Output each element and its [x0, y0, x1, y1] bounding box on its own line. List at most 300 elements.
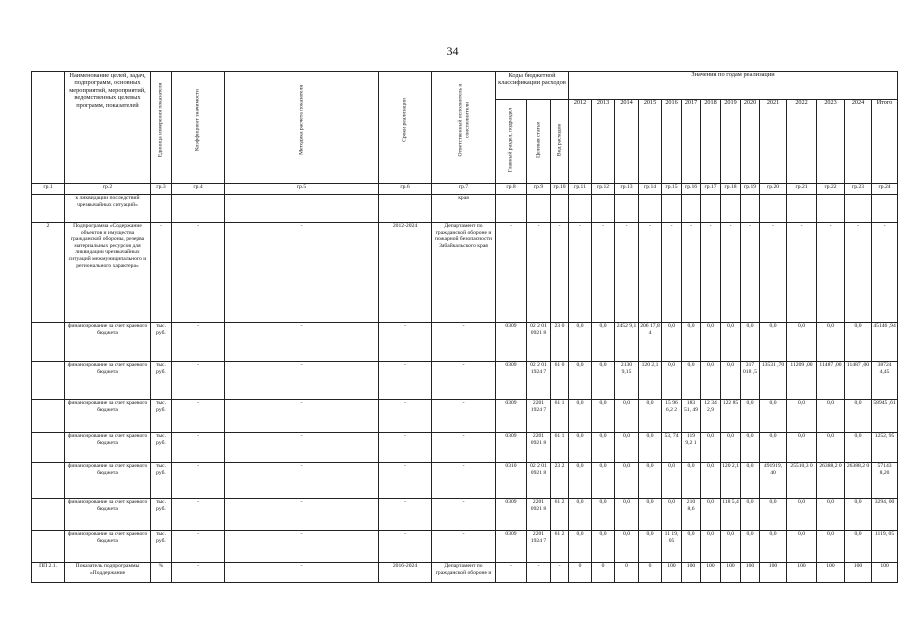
- hdr-year: 2014: [615, 100, 639, 184]
- cell-value: 0,0: [787, 323, 817, 362]
- cell-value: [682, 195, 701, 223]
- cell-value: 11487 ,00: [845, 362, 872, 400]
- table-row: [32, 499, 898, 531]
- cell-c1: [32, 362, 65, 400]
- cell-value: 0,0: [662, 499, 682, 531]
- cell-c10: 23 0: [551, 323, 569, 362]
- cell-value: 0,0: [845, 400, 872, 433]
- cell-value: [592, 195, 615, 223]
- cell-value: 26388,2 0: [845, 463, 872, 499]
- cell-value: 0,0: [592, 433, 615, 463]
- table-row: [32, 433, 898, 463]
- cell-value: 0,0: [721, 433, 741, 463]
- cell-value: 0,0: [817, 531, 845, 563]
- cell-c1: [32, 499, 65, 531]
- table-row: [32, 323, 898, 362]
- cell-c6: -: [379, 531, 432, 563]
- hdr-unit-text: Единица измерения показателя: [157, 82, 164, 158]
- cell-value: 100: [662, 563, 682, 583]
- cell-value: 0,0: [845, 323, 872, 362]
- cell-c7: -: [432, 362, 496, 400]
- cell-value: 0,0: [701, 362, 721, 400]
- cell-value: -: [662, 223, 682, 323]
- cell-c2: финансирование за счет краевого бюджета: [65, 433, 151, 463]
- cell-value: 0,0: [817, 323, 845, 362]
- column-number: гр.19: [741, 184, 760, 195]
- cell-value: 120 2,1: [721, 463, 741, 499]
- cell-value: -: [569, 223, 592, 323]
- cell-value: 100: [701, 563, 721, 583]
- cell-value: 0,0: [817, 499, 845, 531]
- column-numbers-row: [32, 184, 898, 195]
- column-number: гр.16: [682, 184, 701, 195]
- cell-c5: -: [225, 531, 379, 563]
- cell-value: -: [760, 223, 787, 323]
- cell-value: 0,0: [682, 323, 701, 362]
- table-row: [32, 195, 898, 223]
- cell-c10: 61 2: [551, 531, 569, 563]
- cell-c10: 23 2: [551, 463, 569, 499]
- cell-value: [845, 195, 872, 223]
- cell-c5: -: [225, 323, 379, 362]
- table-row: [32, 223, 898, 323]
- cell-value: 15 96 6,2 2: [662, 400, 682, 433]
- cell-c2: Подпрограмма «Содержание объектов и имущества гражданской обороны, резерва материальных ресурсов для ликвидации чрезвычайных ситуаций межмуниципального и регионального характера»: [65, 223, 151, 323]
- column-number: гр.18: [721, 184, 741, 195]
- cell-c4: -: [172, 433, 225, 463]
- cell-c6: -: [379, 433, 432, 463]
- cell-value: 100: [760, 563, 787, 583]
- cell-c6: -: [379, 499, 432, 531]
- cell-value: 0,0: [639, 400, 662, 433]
- cell-value: [817, 195, 845, 223]
- column-number: гр.15: [662, 184, 682, 195]
- cell-value: 25510,3 0: [787, 463, 817, 499]
- cell-value: 0,0: [639, 499, 662, 531]
- budget-table: [31, 71, 898, 583]
- hdr-year: 2023: [817, 100, 845, 184]
- hdr-code-section-text: Главный раздел, подраздел: [507, 107, 514, 173]
- cell-value: 100: [741, 563, 760, 583]
- cell-c8: 0309: [496, 323, 527, 362]
- hdr-resp: [432, 72, 496, 184]
- cell-value: 0,0: [701, 463, 721, 499]
- cell-value: [872, 195, 898, 223]
- cell-value: 0,0: [682, 463, 701, 499]
- cell-c3: [151, 195, 172, 223]
- column-number: гр.13: [615, 184, 639, 195]
- cell-value: 0: [639, 563, 662, 583]
- cell-value: 11 19, 05: [662, 531, 682, 563]
- cell-c8: 0309: [496, 362, 527, 400]
- cell-c9: 02 2 01 0921 8: [527, 323, 551, 362]
- hdr-method-text: Методика расчета показателя: [298, 85, 305, 155]
- cell-value: 0,0: [662, 463, 682, 499]
- cell-value: 0,0: [569, 531, 592, 563]
- cell-c1: [32, 531, 65, 563]
- table-row: [32, 362, 898, 400]
- cell-value: 0,0: [592, 499, 615, 531]
- cell-value: 100: [845, 563, 872, 583]
- cell-c2: финансирование за счет краевого бюджета: [65, 499, 151, 531]
- cell-c8: 0309: [496, 400, 527, 433]
- cell-value: 100: [787, 563, 817, 583]
- cell-value: 38724 4,45: [872, 362, 898, 400]
- hdr-codes-group: Коды бюджетной классификации расходов: [496, 72, 569, 100]
- cell-c5: -: [225, 563, 379, 583]
- cell-value: 0,0: [662, 362, 682, 400]
- cell-value: 0,0: [639, 531, 662, 563]
- cell-c6: -: [379, 463, 432, 499]
- cell-c6: [379, 195, 432, 223]
- cell-c9: [527, 195, 551, 223]
- column-number: гр.24: [872, 184, 898, 195]
- column-number: гр.8: [496, 184, 527, 195]
- cell-c4: -: [172, 323, 225, 362]
- cell-c3: %: [151, 563, 172, 583]
- cell-c3: тыс. руб.: [151, 362, 172, 400]
- cell-c4: -: [172, 531, 225, 563]
- cell-value: 0,0: [741, 433, 760, 463]
- hdr-method: [225, 72, 379, 184]
- cell-value: 1252, 95: [872, 433, 898, 463]
- cell-c8: -: [496, 563, 527, 583]
- cell-c2: финансирование за счет краевого бюджета: [65, 323, 151, 362]
- cell-c7: края: [432, 195, 496, 223]
- cell-value: 0,0: [701, 433, 721, 463]
- column-number: гр.9: [527, 184, 551, 195]
- column-number: гр.14: [639, 184, 662, 195]
- cell-value: 0,0: [741, 323, 760, 362]
- cell-c1: ПП 2.1.: [32, 563, 65, 583]
- cell-value: -: [701, 223, 721, 323]
- cell-value: 0,0: [682, 531, 701, 563]
- cell-value: 2130 9,15: [615, 362, 639, 400]
- cell-value: -: [682, 223, 701, 323]
- cell-value: 0,0: [721, 531, 741, 563]
- cell-value: 0,0: [845, 531, 872, 563]
- cell-value: 0,0: [787, 531, 817, 563]
- hdr-year: Итого: [872, 100, 898, 184]
- cell-value: -: [872, 223, 898, 323]
- cell-value: -: [845, 223, 872, 323]
- hdr-values-group: Значения по годам реализации: [569, 72, 898, 100]
- cell-value: 0,0: [639, 433, 662, 463]
- cell-c8: 0310: [496, 463, 527, 499]
- cell-value: 3294, 00: [872, 499, 898, 531]
- cell-c9: 2201 1924 7: [527, 400, 551, 433]
- cell-c4: [172, 195, 225, 223]
- cell-c7: -: [432, 499, 496, 531]
- cell-c8: 0309: [496, 499, 527, 531]
- cell-value: 0,0: [741, 499, 760, 531]
- cell-c10: 61 2: [551, 499, 569, 531]
- cell-c3: тыс. руб.: [151, 323, 172, 362]
- cell-value: 100: [721, 563, 741, 583]
- cell-c9: -: [527, 563, 551, 583]
- cell-value: 0,0: [592, 362, 615, 400]
- hdr-code-article-text: Целевая статья: [535, 122, 542, 158]
- cell-c6: -: [379, 400, 432, 433]
- hdr-year: 2013: [592, 100, 615, 184]
- hdr-year: 2024: [845, 100, 872, 184]
- cell-value: 0,0: [569, 499, 592, 531]
- cell-c7: -: [432, 531, 496, 563]
- hdr-year: 2018: [701, 100, 721, 184]
- cell-c9: 2201 0921 8: [527, 433, 551, 463]
- cell-value: 0,0: [569, 463, 592, 499]
- cell-value: 11487 ,00: [817, 362, 845, 400]
- column-number: гр.21: [787, 184, 817, 195]
- table-row: [32, 531, 898, 563]
- cell-value: -: [639, 223, 662, 323]
- cell-c8: [496, 195, 527, 223]
- column-number: гр.12: [592, 184, 615, 195]
- cell-value: 0: [569, 563, 592, 583]
- cell-value: [787, 195, 817, 223]
- cell-value: 0,0: [721, 323, 741, 362]
- cell-value: 58945 ,61: [872, 400, 898, 433]
- cell-c2: к ликвидации последствий чрезвычайных ситуаций»: [65, 195, 151, 223]
- cell-value: 0,0: [615, 531, 639, 563]
- cell-c8: 0309: [496, 433, 527, 463]
- cell-c4: -: [172, 223, 225, 323]
- cell-value: 0: [592, 563, 615, 583]
- cell-c1: [32, 400, 65, 433]
- cell-c10: 61 0: [551, 362, 569, 400]
- cell-c3: тыс. руб.: [151, 433, 172, 463]
- hdr-code-type: [551, 100, 569, 184]
- cell-value: 0,0: [741, 400, 760, 433]
- cell-c3: тыс. руб.: [151, 499, 172, 531]
- cell-value: 0,0: [615, 433, 639, 463]
- cell-value: 0,0: [760, 499, 787, 531]
- hdr-year: 2012: [569, 100, 592, 184]
- column-number: гр.17: [701, 184, 721, 195]
- cell-c2: финансирование за счет краевого бюджета: [65, 531, 151, 563]
- cell-value: [662, 195, 682, 223]
- column-number: гр.22: [817, 184, 845, 195]
- cell-c6: -: [379, 323, 432, 362]
- cell-value: 100: [682, 563, 701, 583]
- cell-c10: [551, 195, 569, 223]
- cell-value: 0,0: [615, 463, 639, 499]
- cell-value: 0: [615, 563, 639, 583]
- cell-value: -: [817, 223, 845, 323]
- cell-c10: 61 1: [551, 400, 569, 433]
- hdr-year: 2015: [639, 100, 662, 184]
- cell-c5: [225, 195, 379, 223]
- cell-value: 26388,2 0: [817, 463, 845, 499]
- cell-value: 0,0: [569, 323, 592, 362]
- cell-c9: -: [527, 223, 551, 323]
- cell-c4: -: [172, 499, 225, 531]
- cell-c6: -: [379, 362, 432, 400]
- cell-value: 0,0: [845, 433, 872, 463]
- cell-c3: -: [151, 223, 172, 323]
- hdr-coef: [172, 72, 225, 184]
- cell-value: 317 018 ,5: [741, 362, 760, 400]
- cell-c3: тыс. руб.: [151, 463, 172, 499]
- cell-c6: 2012-2024: [379, 223, 432, 323]
- cell-value: 45146 ,94: [872, 323, 898, 362]
- cell-value: [569, 195, 592, 223]
- column-number: гр.1: [32, 184, 65, 195]
- cell-value: 53, 74: [662, 433, 682, 463]
- column-number: гр.20: [760, 184, 787, 195]
- cell-value: 0,0: [662, 323, 682, 362]
- cell-value: 122 85: [721, 400, 741, 433]
- cell-value: 0,0: [569, 362, 592, 400]
- cell-value: 100: [817, 563, 845, 583]
- cell-value: 0,0: [817, 400, 845, 433]
- cell-c8: -: [496, 223, 527, 323]
- cell-c5: -: [225, 223, 379, 323]
- column-number: гр.11: [569, 184, 592, 195]
- cell-c10: -: [551, 223, 569, 323]
- hdr-name: Наименование целей, задач, подпрограмм, основных мероприятий, мероприятий, ведомственных целевых программ, показателей: [65, 72, 151, 184]
- hdr-year: 2020: [741, 100, 760, 184]
- cell-value: [760, 195, 787, 223]
- cell-c4: -: [172, 362, 225, 400]
- cell-value: 206 17,8 4: [639, 323, 662, 362]
- cell-c1: [32, 463, 65, 499]
- cell-value: 118 5,4: [721, 499, 741, 531]
- cell-c5: -: [225, 400, 379, 433]
- table-row: [32, 400, 898, 433]
- column-number: гр.23: [845, 184, 872, 195]
- cell-value: 0,0: [741, 531, 760, 563]
- hdr-year: 2019: [721, 100, 741, 184]
- cell-c9: 2201 1924 7: [527, 531, 551, 563]
- cell-value: 12 34 2,9: [701, 400, 721, 433]
- hdr-code-article: [527, 100, 551, 184]
- cell-c5: -: [225, 463, 379, 499]
- cell-value: -: [592, 223, 615, 323]
- cell-c7: -: [432, 433, 496, 463]
- cell-c10: 61 1: [551, 433, 569, 463]
- column-number: гр.10: [551, 184, 569, 195]
- cell-value: 0,0: [569, 433, 592, 463]
- cell-c2: финансирование за счет краевого бюджета: [65, 400, 151, 433]
- cell-value: 2452 9,1: [615, 323, 639, 362]
- column-number: гр.7: [432, 184, 496, 195]
- cell-c2: Показатель подпрограммы «Поддержание: [65, 563, 151, 583]
- cell-value: [721, 195, 741, 223]
- hdr-year: 2017: [682, 100, 701, 184]
- cell-c9: 02 2 01 1924 7: [527, 362, 551, 400]
- hdr-year: 2021: [760, 100, 787, 184]
- cell-c1: [32, 195, 65, 223]
- hdr-coef-text: Коэффициент значимости: [194, 89, 201, 151]
- cell-value: 0,0: [592, 531, 615, 563]
- cell-value: 0,0: [741, 463, 760, 499]
- cell-value: 100: [872, 563, 898, 583]
- cell-c1: 2: [32, 223, 65, 323]
- cell-c1: [32, 323, 65, 362]
- cell-c10: -: [551, 563, 569, 583]
- column-number: гр.4: [172, 184, 225, 195]
- hdr-code-type-text: Вид расходов: [556, 123, 563, 157]
- cell-value: 0,0: [592, 323, 615, 362]
- cell-value: 183 51, 49: [682, 400, 701, 433]
- column-number: гр.3: [151, 184, 172, 195]
- cell-value: 0,0: [701, 323, 721, 362]
- cell-c7: Департамент по гражданской обороне и пожарной безопасности Забайкальского края: [432, 223, 496, 323]
- cell-value: 11209 ,00: [787, 362, 817, 400]
- cell-value: 0,0: [592, 463, 615, 499]
- cell-value: [741, 195, 760, 223]
- cell-c7: -: [432, 400, 496, 433]
- column-number: гр.5: [225, 184, 379, 195]
- cell-value: -: [615, 223, 639, 323]
- cell-c4: -: [172, 463, 225, 499]
- cell-value: 0,0: [701, 499, 721, 531]
- cell-value: 491919, 40: [760, 463, 787, 499]
- cell-value: 0,0: [787, 400, 817, 433]
- cell-value: 210 8,6: [682, 499, 701, 531]
- cell-value: 0,0: [787, 433, 817, 463]
- hdr-resp-text: Ответственный исполнитель и соисполнители: [456, 83, 470, 157]
- cell-c4: -: [172, 400, 225, 433]
- cell-c1: [32, 433, 65, 463]
- cell-c2: финансирование за счет краевого бюджета: [65, 362, 151, 400]
- cell-value: [615, 195, 639, 223]
- cell-c5: -: [225, 362, 379, 400]
- cell-value: 0,0: [787, 499, 817, 531]
- hdr-year: 2016: [662, 100, 682, 184]
- cell-c5: -: [225, 433, 379, 463]
- cell-value: 0,0: [760, 433, 787, 463]
- hdr-term: [379, 72, 432, 184]
- hdr-code-section: [496, 100, 527, 184]
- cell-value: 13531 ,70: [760, 362, 787, 400]
- cell-c7: Департамент по гражданской обороне и: [432, 563, 496, 583]
- hdr-year: 2022: [787, 100, 817, 184]
- cell-value: 120 2,1: [639, 362, 662, 400]
- cell-c2: финансирование за счет краевого бюджета: [65, 463, 151, 499]
- cell-c8: 0309: [496, 531, 527, 563]
- hdr-unit: [151, 72, 172, 184]
- page-number: 34: [446, 44, 459, 58]
- cell-c7: -: [432, 323, 496, 362]
- cell-c6: 2016-2024: [379, 563, 432, 583]
- cell-value: 57143 8,20: [872, 463, 898, 499]
- cell-value: 0,0: [592, 400, 615, 433]
- cell-value: 0,0: [817, 433, 845, 463]
- table-row: [32, 563, 898, 583]
- cell-value: 0,0: [760, 400, 787, 433]
- table-row: [32, 463, 898, 499]
- cell-value: 1119, 05: [872, 531, 898, 563]
- cell-c4: -: [172, 563, 225, 583]
- cell-value: 0,0: [569, 400, 592, 433]
- cell-value: 0,0: [845, 499, 872, 531]
- cell-c5: -: [225, 499, 379, 531]
- cell-value: 0,0: [682, 362, 701, 400]
- hdr-blank: [32, 72, 65, 184]
- cell-value: -: [741, 223, 760, 323]
- cell-c3: тыс. руб.: [151, 400, 172, 433]
- cell-value: 0,0: [701, 531, 721, 563]
- cell-value: 0,0: [639, 463, 662, 499]
- cell-value: 0,0: [615, 499, 639, 531]
- column-number: гр.6: [379, 184, 432, 195]
- cell-c3: тыс. руб.: [151, 531, 172, 563]
- cell-value: [639, 195, 662, 223]
- cell-value: -: [721, 223, 741, 323]
- cell-value: 0,0: [615, 400, 639, 433]
